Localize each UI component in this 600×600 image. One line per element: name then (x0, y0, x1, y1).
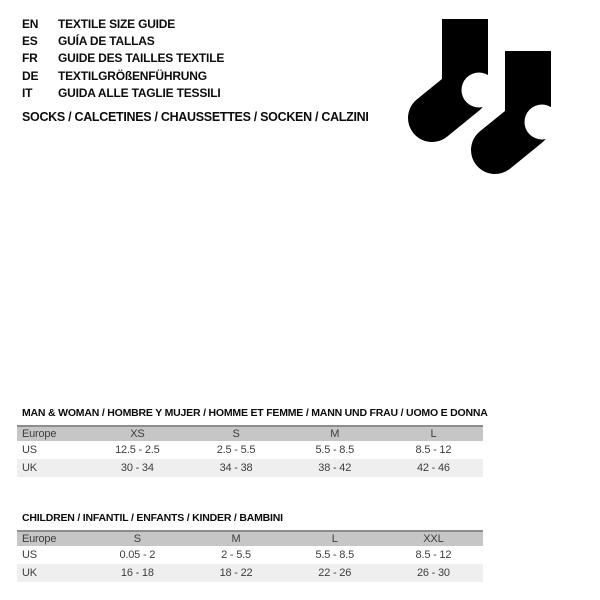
size-value-cell: 26 - 30 (416, 567, 450, 579)
table-header-row (17, 532, 483, 546)
table-row-us (17, 441, 483, 459)
language-list (22, 15, 224, 102)
size-value-cell: 42 - 46 (416, 462, 450, 474)
table-row-us (17, 546, 483, 564)
size-value-cell: 8.5 - 12 (415, 549, 452, 561)
table-row-uk (17, 459, 483, 477)
size-value-cell: 5.5 - 8.5 (315, 444, 354, 456)
table-title-adults: MAN & WOMAN / HOMBRE Y MUJER / HOMME ET FEMME / MANN UND FRAU / UOMO E DONNA (22, 407, 488, 419)
table-row-uk (17, 564, 483, 582)
row-label: UK (22, 567, 37, 579)
header-cell-region: Europe (22, 533, 57, 545)
header-cell-size: XXL (423, 533, 444, 545)
row-label: US (22, 549, 37, 561)
language-row (22, 32, 224, 49)
header-cell-size: XS (130, 428, 145, 440)
language-title: TEXTILGRÖßENFÜHRUNG (58, 68, 207, 83)
size-table-section-adults (17, 407, 488, 477)
size-value-cell: 5.5 - 8.5 (315, 549, 354, 561)
language-row (22, 15, 224, 32)
language-row (22, 50, 224, 67)
size-value-cell: 12.5 - 2.5 (115, 444, 160, 456)
category-heading: SOCKS / CALCETINES / CHAUSSETTES / SOCKEN / CALZINI (22, 110, 369, 124)
language-title: GUÍA DE TALLAS (58, 34, 155, 49)
language-code: FR (22, 51, 38, 66)
language-title: GUIDA ALLE TAGLIE TESSILI (58, 86, 221, 101)
size-value-cell: 16 - 18 (120, 567, 154, 579)
size-value-cell: 18 - 22 (219, 567, 253, 579)
language-code: ES (22, 34, 38, 49)
row-label: US (22, 444, 37, 456)
header-cell-size: L (331, 533, 338, 545)
size-value-cell: 38 - 42 (318, 462, 352, 474)
header-cell-size: S (133, 533, 141, 545)
language-title: GUIDE DES TAILLES TEXTILE (58, 51, 225, 66)
size-value-cell: 2.5 - 5.5 (216, 444, 256, 456)
header-cell-size: L (430, 428, 437, 440)
size-value-cell: 22 - 26 (318, 567, 352, 579)
size-table-adults (17, 425, 483, 477)
language-row (22, 85, 224, 102)
header-cell-size: M (330, 428, 340, 440)
size-table-children (17, 530, 483, 582)
row-label: UK (22, 462, 37, 474)
size-value-cell: 30 - 34 (120, 462, 154, 474)
size-value-cell: 8.5 - 12 (415, 444, 452, 456)
header-cell-size: M (231, 533, 241, 545)
size-table-section-children (17, 512, 483, 582)
language-title: TEXTILE SIZE GUIDE (58, 16, 176, 31)
header-cell-region: Europe (22, 428, 57, 440)
size-value-cell: 2 - 5.5 (221, 549, 251, 561)
language-code: EN (22, 16, 39, 31)
table-header-row (17, 427, 483, 441)
language-row (22, 67, 224, 84)
size-value-cell: 0.05 - 2 (119, 549, 156, 561)
header-cell-size: S (232, 428, 240, 440)
table-title-children: CHILDREN / INFANTIL / ENFANTS / KINDER / BAMBINI (22, 512, 283, 524)
language-code: IT (22, 86, 33, 101)
size-value-cell: 34 - 38 (219, 462, 253, 474)
language-code: DE (22, 68, 39, 83)
socks-icon (402, 6, 562, 186)
